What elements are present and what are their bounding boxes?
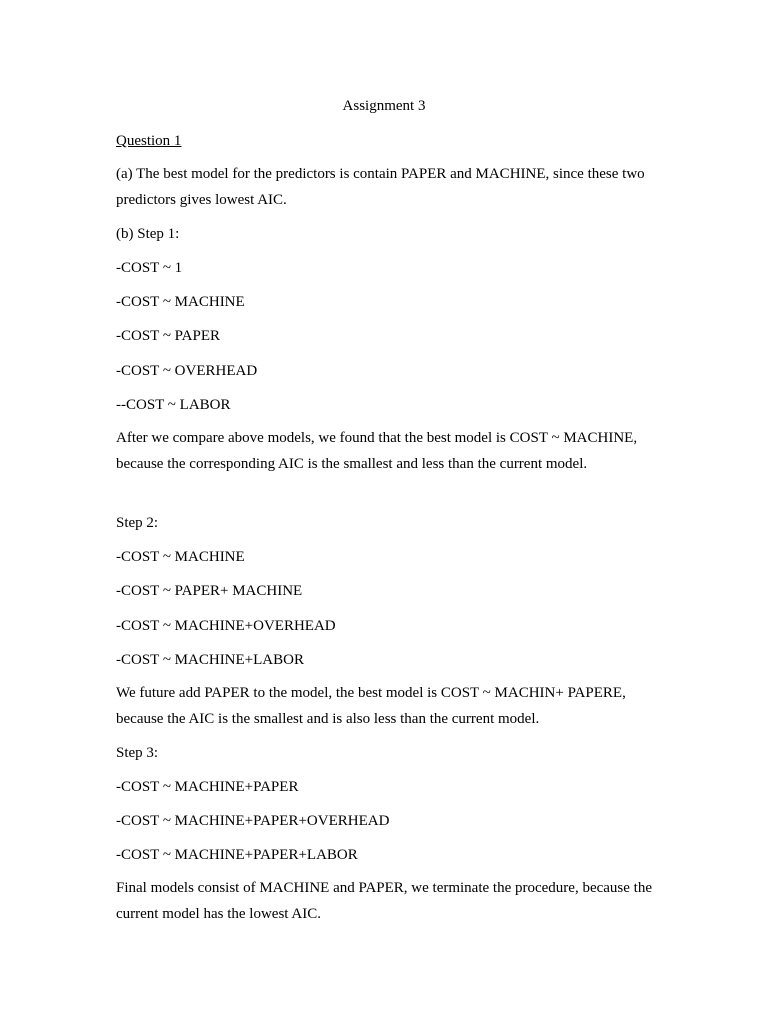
step1-model-5: --COST ~ LABOR <box>116 397 231 413</box>
final-conclusion-paragraph: Final models consist of MACHINE and PAPER, we terminate the procedure, because the current model has the lowest AIC. <box>116 880 653 922</box>
question-heading: Question 1 <box>116 133 182 149</box>
step3-heading: Step 3: <box>116 745 159 761</box>
step2-conclusion-paragraph: We future add PAPER to the model, the best model is COST ~ MACHIN+ PAPERE, because the AIC is the smallest and is also less than the current model. <box>116 685 626 727</box>
step3-model-2: -COST ~ MACHINE+PAPER+OVERHEAD <box>116 813 390 829</box>
step1-conclusion-paragraph: After we compare above models, we found that the best model is COST ~ MACHINE, because the corresponding AIC is the smallest and less than the current model. <box>116 430 638 472</box>
step2-heading: Step 2: <box>116 515 159 531</box>
step1-model-1: -COST ~ 1 <box>116 260 183 276</box>
step1-model-4: -COST ~ OVERHEAD <box>116 363 258 379</box>
step1-model-3: -COST ~ PAPER <box>116 328 220 344</box>
step1-heading: (b) Step 1: <box>116 226 180 242</box>
step2-model-2: -COST ~ PAPER+ MACHINE <box>116 583 303 599</box>
step2-model-4: -COST ~ MACHINE+LABOR <box>116 652 304 668</box>
step2-model-1: -COST ~ MACHINE <box>116 549 245 565</box>
step3-model-3: -COST ~ MACHINE+PAPER+LABOR <box>116 847 358 863</box>
step2-model-3: -COST ~ MACHINE+OVERHEAD <box>116 618 336 634</box>
document-title: Assignment 3 <box>342 98 426 114</box>
step3-model-1: -COST ~ MACHINE+PAPER <box>116 779 299 795</box>
step1-model-2: -COST ~ MACHINE <box>116 294 245 310</box>
part-a-paragraph: (a) The best model for the predictors is contain PAPER and MACHINE, since these two predictors gives lowest AIC. <box>116 166 645 208</box>
